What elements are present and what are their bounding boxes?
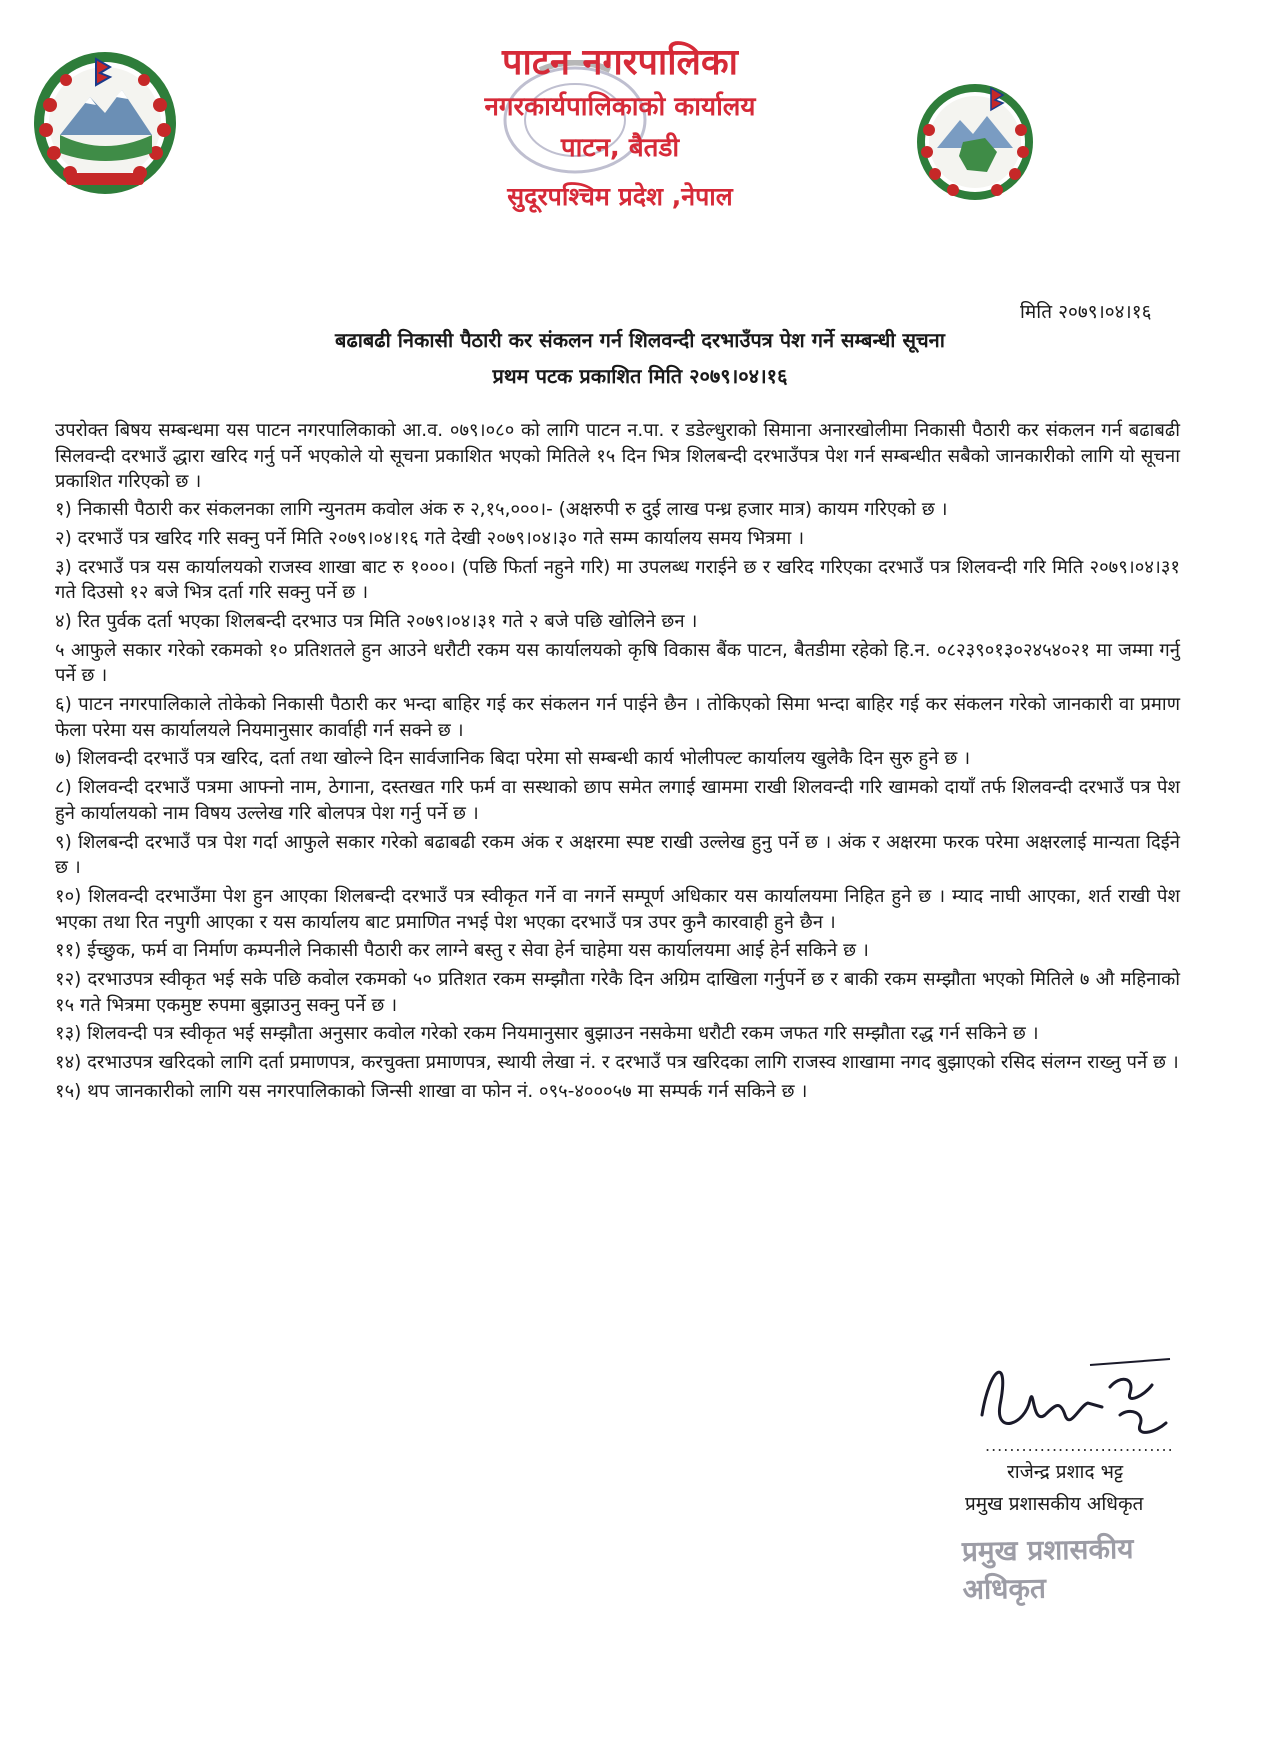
signature-line: ............................... [985, 1436, 1174, 1455]
notice-clause-13: १३) शिलवन्दी पत्र स्वीकृत भई सम्झौता अनुसार कवोल गरेको रकम नियमानुसार बुझाउन नसकेमा धरौटी रकम जफत गरि सम्झौता रद्ध गर्न सकिने छ । [55, 1023, 1039, 1045]
notice-clause-15: १५) थप जानकारीको लागि यस नगरपालिकाको जिन्सी शाखा वा फोन नं. ०९५-४०००५७ मा सम्पर्क गर्न सकिने छ । [55, 1080, 808, 1102]
notice-clause-1: १) निकासी पैठारी कर संकलनका लागि न्युनतम कवोल अंक रु २,१५,०००।- (अक्षरुपी रु दुई लाख पन्ध्र हजार मात्र) कायम गरिएको छ । [55, 499, 948, 521]
notice-clause-9: ९) शिलबन्दी दरभाउँ पत्र पेश गर्दा आफुले सकार गरेको बढाबढी रकम अंक र अक्षरमा स्पष्ट राखी उल्लेख हुनु पर्ने छ । अंक र अक्षरमा फरक परेमा अक्षरलाई मान्यता दिईने छ । [55, 831, 1180, 879]
notice-body [55, 418, 1180, 1108]
notice-clause-8: ८) शिलवन्दी दरभाउँ पत्रमा आफ्नो नाम, ठेगाना, दस्तखत गरि फर्म वा सस्थाको छाप समेत लगाई खाममा राखी शिलवन्दी गरि खामको दायाँ तर्फ शिलवन्दी दरभाउँ पत्र पेश हुने कार्यालयको नाम विषय उल्लेख गरि बोलपत्र पेश गर्नु पर्ने छ । [55, 777, 1180, 824]
officer-name: राजेन्द्र प्रशाद भट्ट [1007, 1461, 1124, 1483]
notice-clause-3: ३) दरभाउँ पत्र यस कार्यालयको राजस्व शाखा बाट रु १०००। (पछि फिर्ता नहुने गरि) मा उपलब्ध गराईने छ र खरिद गरिएका दरभाउँ पत्र शिलवन्दी गरि मिति २०७९।०४।३१ गते दिउसो १२ बजे भित्र दर्ता गरि सक्नु पर्ने छ । [55, 556, 1180, 604]
office-name: नगरकार्यपालिकाको कार्यालय [484, 92, 756, 122]
notice-clause-14: १४) दरभाउपत्र खरिदको लागि दर्ता प्रमाणपत्र, करचुक्ता प्रमाणपत्र, स्थायी लेखा नं. र दरभाउँ पत्र खरिदका लागि राजस्व शाखामा नगद बुझाएको रसिद संलग्न राख्नु पर्ने छ । [55, 1052, 1179, 1074]
municipality-name: पाटन नगरपालिका [502, 42, 738, 83]
nepal-emblem-icon [30, 45, 180, 195]
officer-title: प्रमुख प्रशासकीय अधिकृत [965, 1493, 1144, 1515]
province-emblem-icon [915, 80, 1035, 200]
notice-clause-10: १०) शिलवन्दी दरभाउँमा पेश हुन आएका शिलबन्दी दरभाउँ पत्र स्वीकृत गर्ने वा नगर्ने सम्पूर्ण अधिकार यस कार्यालयमा निहित हुने छ । म्याद नाघी आएका, शर्त राखी पेश भएका तथा रित नपुगी आएका र यस कार्यालय बाट प्रमाणित नभई पेश भएका दरभाउँ पत्र उपर कुनै कारवाही हुने छैन । [55, 885, 1180, 933]
notice-clause-2: २) दरभाउँ पत्र खरिद गरि सक्नु पर्ने मिति २०७९।०४।१६ गते देखी २०७९।०४।३० गते सम्म कार्यालय समय भित्रमा । [55, 527, 805, 549]
notice-title [250, 322, 1030, 394]
notice-title-main: बढाबढी निकासी पैठारी कर संकलन गर्न शिलवन्दी दरभाउँपत्र पेश गर्ने सम्बन्धी सूचना [335, 328, 945, 352]
officer-stamp: प्रमुख प्रशासकीय अधिकृत [961, 1532, 1134, 1606]
notice-clause-7: ७) शिलवन्दी दरभाउँ पत्र खरिद, दर्ता तथा खोल्ने दिन सार्वजानिक बिदा परेमा सो सम्बन्धी कार्य भोलीपल्ट कार्यालय खुलेकै दिन सुरु हुने छ । [55, 748, 971, 770]
office-location: पाटन, बैतडी [560, 133, 680, 163]
letterhead [340, 30, 900, 220]
notice-clause-5: ५ आफुले सकार गरेको रकमको १० प्रतिशतले हुन आउने धरौटी रकम यस कार्यालयको कृषि विकास बैंक पाटन, बैतडीमा रहेको हि.न. ०८२३९०१३०२४५४०२१ मा जम्मा गर्नु पर्ने छ । [55, 639, 1180, 687]
notice-title-published: प्रथम पटक प्रकाशित मिति २०७९।०४।१६ [492, 364, 788, 388]
notice-date: मिति २०७९।०४।१६ [1020, 301, 1152, 323]
notice-clause-6: ६) पाटन नगरपालिकाले तोकेको निकासी पैठारी कर भन्दा बाहिर गई कर संकलन गर्न पाईने छैन । तोकिएको सिमा भन्दा बाहिर गई कर संकलन गरेको जानकारी वा प्रमाण फेला परेमा यस कार्यालयले नियमानुसार कार्वाही गर्न सक्ने छ । [55, 694, 1180, 741]
notice-clause-12: १२) दरभाउपत्र स्वीकृत भई सके पछि कवोल रकमको ५० प्रतिशत रकम सम्झौता गरेकै दिन अग्रिम दाखिला गर्नुपर्ने छ र बाकी रकम सम्झौता भएको मितिले ७ औ महिनाको १५ गते भित्रमा एकमुष्ट रुपमा बुझाउनु सक्नु पर्ने छ । [55, 969, 1180, 1016]
notice-clause-4: ४) रित पुर्वक दर्ता भएका शिलबन्दी दरभाउ पत्र मिति २०७९।०४।३१ गते २ बजे पछि खोलिने छन । [55, 610, 698, 632]
province-country: सुदूरपश्चिम प्रदेश ,नेपाल [507, 182, 733, 211]
notice-clause-11: ११) ईच्छुक, फर्म वा निर्माण कम्पनीले निकासी पैठारी कर लाग्ने बस्तु र सेवा हेर्न चाहेमा यस कार्यालयमा आई हेर्न सकिने छ । [55, 940, 869, 962]
notice-intro: उपरोक्त बिषय सम्बन्धमा यस पाटन नगरपालिकाको आ.व. ०७९।०८० को लागि पाटन न.पा. र डडेल्धुराको सिमाना अनारखोलीमा निकासी पैठारी कर संकलन गर्न बढाबढी सिलवन्दी दरभाउँ द्धारा खरिद गर्नु पर्ने भएकोले यो सूचना प्रकाशित भएको मितिले १५ दिन भित्र शिलबन्दी दरभाउँपत्र पेश गर्न सम्बन्धीत सबैको जानकारीको लागि यो सूचना प्रकाशित गरिएको छ । [55, 420, 1180, 493]
